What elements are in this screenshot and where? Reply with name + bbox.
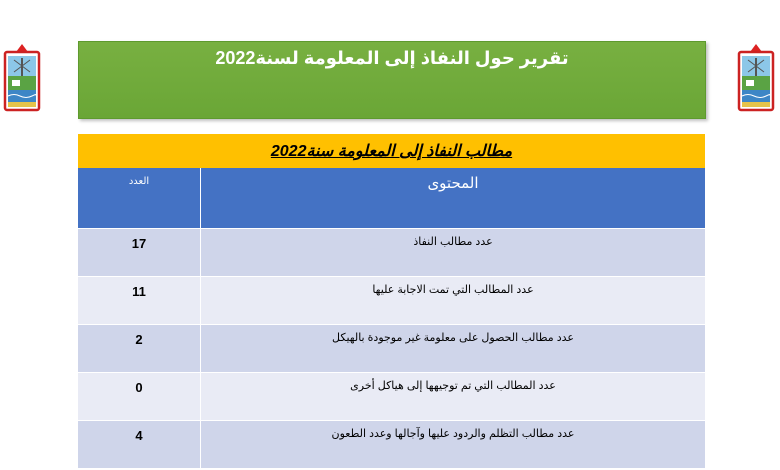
table-row (78, 373, 705, 421)
municipal-emblem-icon (2, 42, 42, 114)
row-count: 11 (78, 277, 201, 325)
row-content: عدد المطالب التي تمت الاجابة عليها (201, 277, 706, 325)
row-content: عدد مطالب التظلم والردود عليها وآجالها وعدد الطعون (201, 421, 706, 469)
municipal-emblem-icon (736, 42, 776, 114)
table-header-row (78, 168, 705, 229)
table-row (78, 421, 705, 469)
row-content: عدد المطالب التي تم توجيهها إلى هياكل أخرى (201, 373, 706, 421)
row-count: 17 (78, 229, 201, 277)
header-content: المحتوى (201, 168, 706, 229)
table-row (78, 325, 705, 373)
row-content: عدد مطالب الحصول على معلومة غير موجودة بالهيكل (201, 325, 706, 373)
table-row (78, 229, 705, 277)
header-count: العدد (78, 168, 201, 229)
table-banner: مطالب النفاذ إلى المعلومة سنة2022 (78, 134, 705, 168)
row-content: عدد مطالب النفاذ (201, 229, 706, 277)
title-box (78, 41, 706, 119)
page-title: تقرير حول النفاذ إلى المعلومة لسنة2022 (215, 48, 569, 68)
table-banner-row (78, 134, 705, 168)
row-count: 4 (78, 421, 201, 469)
table-row (78, 277, 705, 325)
row-count: 0 (78, 373, 201, 421)
report-table (78, 134, 705, 468)
row-count: 2 (78, 325, 201, 373)
